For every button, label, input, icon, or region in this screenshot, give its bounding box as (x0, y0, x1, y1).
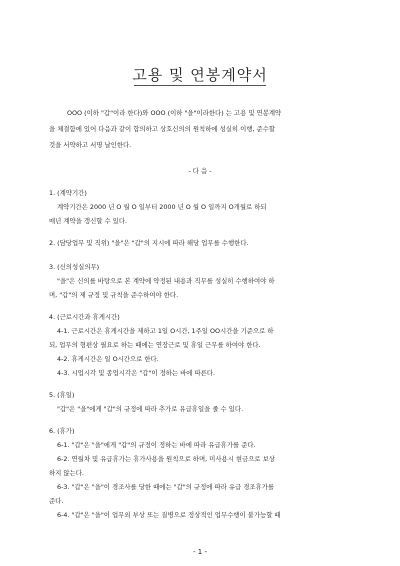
section-6-line-4: 6-3. "갑"은 "을"이 경조사를 당한 때에는 "갑"의 규정에 따라 유급 경조휴가를 (57, 483, 275, 491)
section-4-heading: 4. (근로시간과 휴게시간) (49, 313, 120, 321)
section-1-line-1: 계약기간은 2000 년 O 월 O 일부터 2000 년 O 월 O 일까지 O개월로 하되 (57, 203, 267, 211)
section-4-line-3: 4-2. 휴게시간은 일 O시간으로 한다. (57, 355, 159, 363)
section-3-heading: 3. (신의성실의무) (49, 263, 100, 271)
intro-line-2: 을 체결함에 있어 다음과 같이 합의하고 상호신의의 원칙하에 성실히 이행, 준수할 (49, 125, 276, 133)
section-6-line-3: 하지 않는다. (49, 469, 84, 477)
section-1-heading: 1. (계약기간) (49, 189, 87, 197)
section-2-heading: 2. (담당업무 및 직위) "을"은 "갑"의 지시에 따라 해당 업무를 수행한다. (49, 239, 249, 247)
page-number: - 1 - (193, 548, 207, 556)
section-6-line-5: 준다. (49, 497, 64, 505)
section-4-line-2: 되, 업무의 형편상 필요로 하는 때에는 연장근로 및 휴일 근무를 하여야 한다. (49, 341, 261, 349)
section-5-heading: 5. (휴일) (49, 391, 75, 399)
intro-line-1: OOO (이하 "갑"이라 한다)와 OOO (이하 "을"이라한다) 는 고용 및 연봉계약 (67, 109, 282, 117)
title-underline (134, 85, 266, 86)
section-6-line-6: 6-4. "갑"은 "을"이 업무외 부상 또는 질병으로 정상적인 업무수행이 불가능할 때 (57, 511, 281, 519)
section-5-line-1: "갑"은 "을"에게 "갑"의 규정에 따라 추가로 유급휴일을 줄 수 있다. (57, 405, 244, 413)
intro-line-3: 것을 서약하고 서명 날인한다. (49, 141, 132, 149)
section-6-line-1: 6-1. "갑"은 "을"에게 "갑"의 규정이 정하는 바에 따라 유급휴가를 준다. (57, 441, 256, 449)
section-6-line-2: 6-2. 연월차 및 유급휴가는 휴가사용을 원칙으로 하며, 미사용시 현금으로 보상 (57, 455, 275, 463)
section-3-line-2: 며, "갑"의 제 규정 및 규칙을 준수하여야 한다. (49, 291, 179, 299)
section-4-line-4: 4-3. 시업시각 및 종업시각은 "갑"이 정하는 바에 따른다. (57, 369, 216, 377)
section-1-line-2: 매년 계약을 갱신할 수 있다. (49, 217, 128, 225)
section-4-line-1: 4-1. 근로시간은 휴게시간을 제하고 1일 O시간, 1주일 OO시간을 기준으로 하 (57, 327, 274, 335)
section-6-heading: 6. (휴가) (49, 427, 75, 435)
separator-heading: - 다 음 - (188, 167, 212, 175)
section-3-line-1: "을"은 신의를 바탕으로 본 계약에 약정된 내용과 직무를 성실히 수행하여야 하 (57, 277, 275, 285)
document-title: 고용 및 연봉계약서 (132, 66, 268, 84)
